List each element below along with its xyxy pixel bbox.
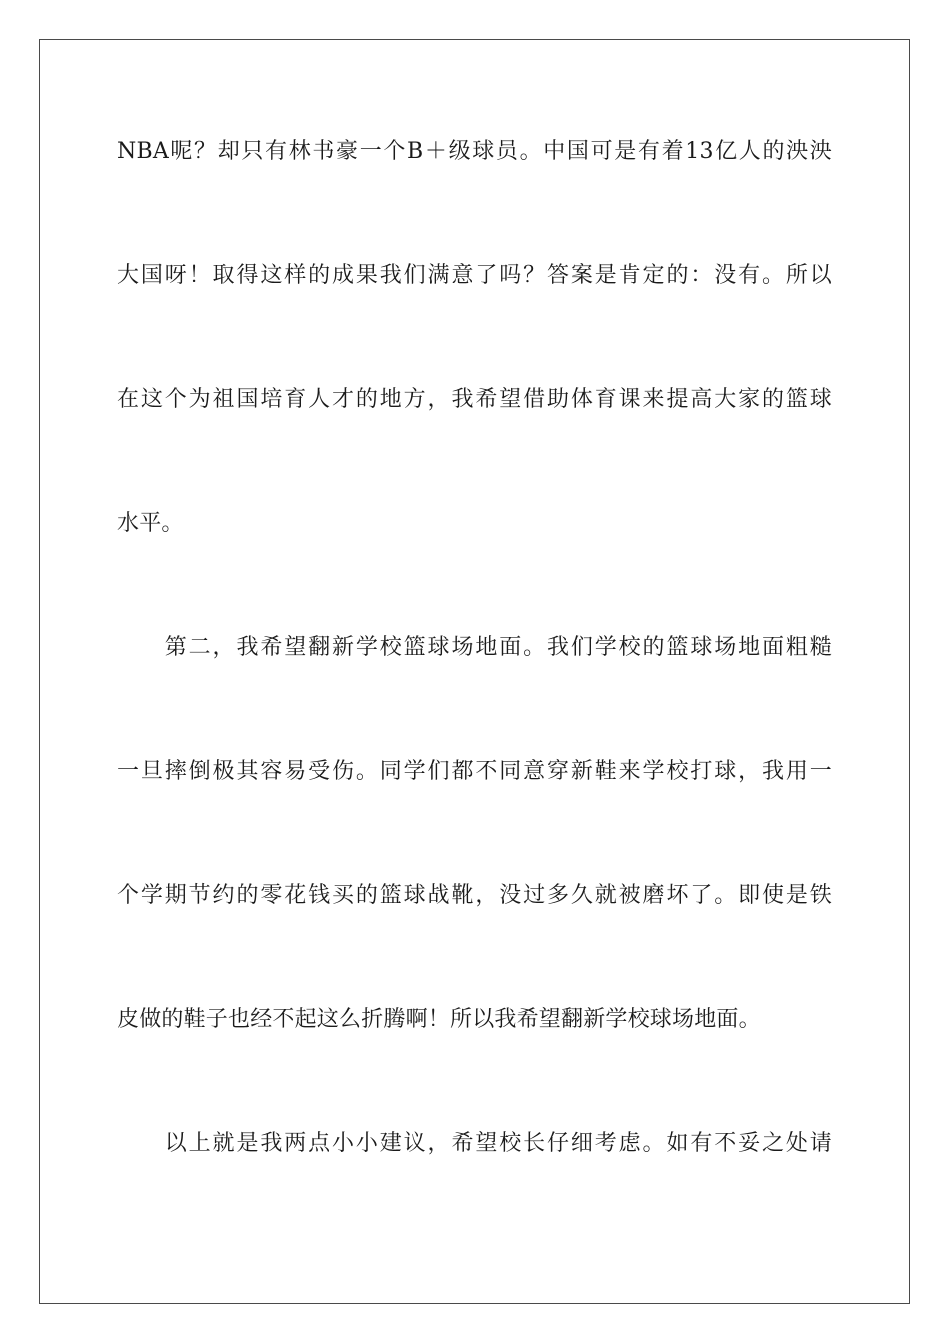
text-line: 个学期节约的零花钱买的篮球战靴，没过多久就被磨坏了。即使是铁 — [117, 883, 832, 908]
text-line: 皮做的鞋子也经不起这么折腾啊！所以我希望翻新学校球场地面。 — [117, 1007, 761, 1032]
text-line: 水平。 — [117, 511, 184, 536]
text-line: 一旦摔倒极其容易受伤。同学们都不同意穿新鞋来学校打球，我用一 — [117, 759, 832, 784]
text-line: 大国呀！取得这样的成果我们满意了吗？答案是肯定的：没有。所以 — [117, 263, 832, 288]
text-line: NBA呢？却只有林书豪一个B＋级球员。中国可是有着13亿人的泱泱 — [117, 139, 832, 164]
page-border — [39, 39, 910, 1304]
paragraph-start-line: 第二，我希望翻新学校篮球场地面。我们学校的篮球场地面粗糙 — [117, 635, 832, 660]
paragraph-start-line: 以上就是我两点小小建议，希望校长仔细考虑。如有不妥之处请 — [117, 1131, 832, 1156]
text-line: 在这个为祖国培育人才的地方，我希望借助体育课来提高大家的篮球 — [117, 387, 832, 412]
